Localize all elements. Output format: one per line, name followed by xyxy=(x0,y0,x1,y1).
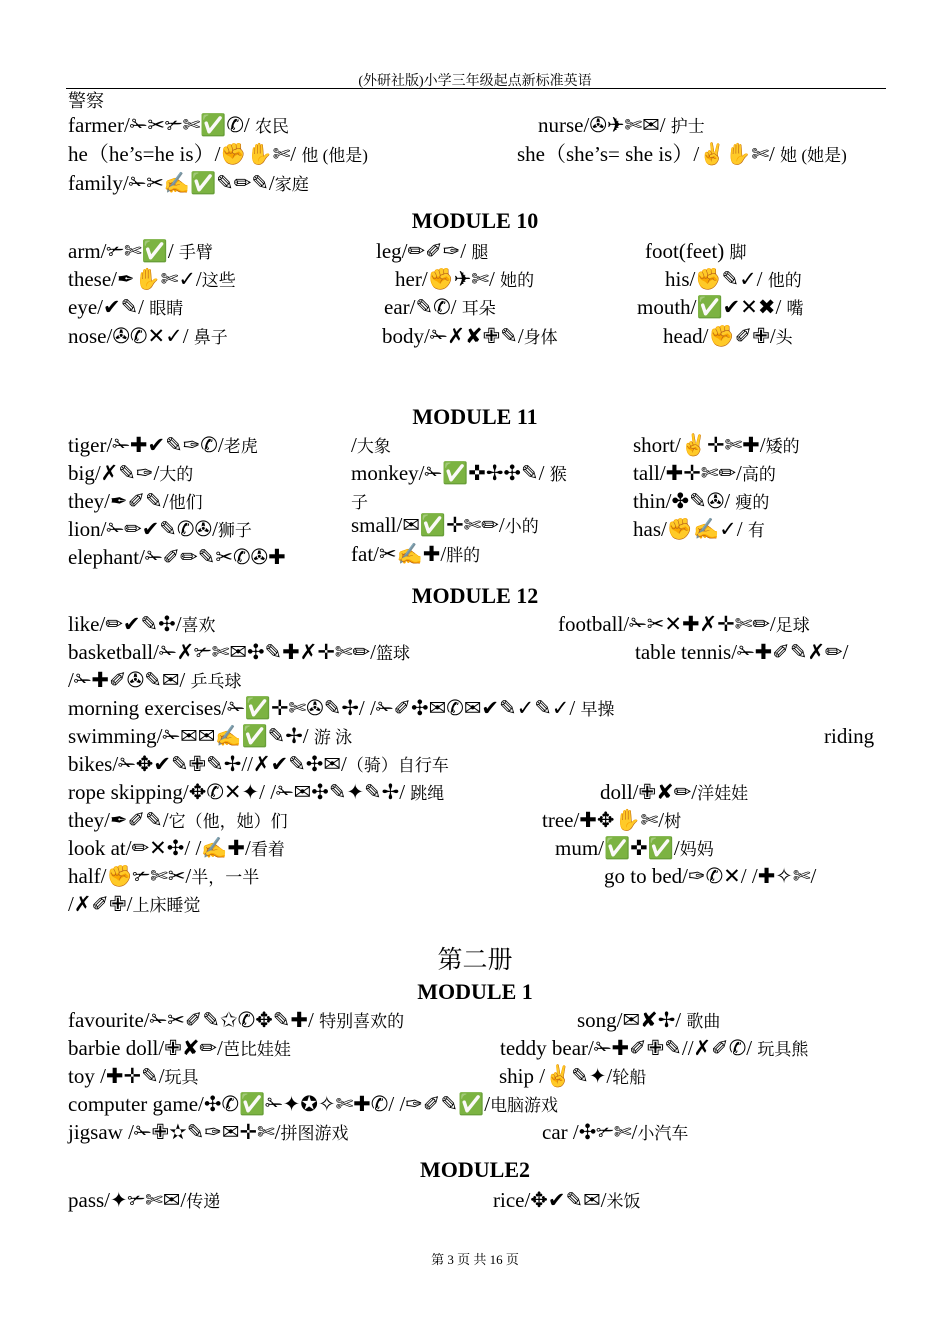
vocab-entry: /✁✚✐✇✎✉/ 乒乓球 xyxy=(68,668,242,692)
vocab-entry: they/✒✐✎/他们 xyxy=(68,489,203,513)
vocab-entry: short/✌✛✄✚/矮的 xyxy=(633,433,800,457)
vocab-entry: like/✏✔✎✣/喜欢 xyxy=(68,612,216,636)
vocab-entry: ship /✌✎✦/轮船 xyxy=(499,1064,647,1088)
vocab-entry: bikes/✁✥✔✎✙✎✢//✗✔✎✣✉/（骑）自行车 xyxy=(68,752,449,776)
vocab-entry: big/✗✎✑/大的 xyxy=(68,461,194,485)
vocab-entry: monkey/✁✅✜✢✣✎/ 猴 xyxy=(351,461,567,485)
module-title: MODULE2 xyxy=(420,1157,530,1182)
running-header: (外研社版)小学三年级起点新标准英语 xyxy=(358,74,592,89)
vocab-entry: farmer/✁✂✃✄✅✆/ 农民 xyxy=(68,113,290,137)
vocab-entry: fat/✂✍✚/胖的 xyxy=(351,542,481,566)
vocab-entry: mouth/✅✔✕✖/ 嘴 xyxy=(637,295,804,319)
module-title: MODULE 10 xyxy=(411,208,539,233)
vocab-entry: thin/✤✎✇/ 瘦的 xyxy=(633,489,770,513)
continued-word: 警察 xyxy=(68,91,104,111)
vocab-entry: nurse/✇✈✄✉/ 护士 xyxy=(538,113,705,137)
vocab-entry: swimming/✁✉✉✍✅✎✢/ 游 泳 xyxy=(68,724,353,748)
vocab-entry: lion/✁✏✔✎✆✇/狮子 xyxy=(68,517,252,541)
vocab-entry: they/✒✐✎/它（他，她）们 xyxy=(68,808,288,832)
vocab-entry: jigsaw /✁✙✫✎✑✉✛✄/拼图游戏 xyxy=(68,1120,349,1144)
vocab-entry: doll/✙✘✏/洋娃娃 xyxy=(600,780,749,804)
vocab-entry: computer game/✣✆✅✁✦✪✧✄✚✆/ /✑✐✎✅/电脑游戏 xyxy=(68,1092,559,1116)
vocab-entry: she（she’s= she is）/✌✋✄/ 她 (她是) xyxy=(517,142,847,166)
vocab-entry: rice/✥✔✎✉/米饭 xyxy=(493,1188,641,1212)
vocab-entry: nose/✇✆✕✓/ 鼻子 xyxy=(68,324,228,348)
vocab-entry: leg/✏✐✑/ 腿 xyxy=(376,239,489,263)
vocab-entry: arm/✃✄✅/ 手臂 xyxy=(68,239,213,263)
module-title: MODULE 12 xyxy=(411,583,539,608)
vocab-entry: he（he’s=he is）/✊✋✄/ 他 (他是) xyxy=(68,142,368,166)
vocab-entry: morning exercises/✁✅✛✄✇✎✢/ /✁✐✣✉✆✉✔✎✓✎✓/ 早操 xyxy=(68,696,615,720)
vocab-entry: tiger/✁✚✔✎✑✆/老虎 xyxy=(68,433,258,457)
vocab-entry: go to bed/✑✆✕/ /✚✧✄/ xyxy=(604,864,817,888)
vocab-entry: look at/✏✕✣/ /✍✚/看着 xyxy=(68,836,285,860)
vocab-entry: foot(feet) 脚 xyxy=(645,239,747,263)
page-footer: 第 3 页 共 16 页 xyxy=(431,1252,519,1267)
vocab-entry: pass/✦✃✄✉/传递 xyxy=(68,1188,221,1212)
vocab-entry: 子 xyxy=(351,493,368,512)
vocab-entry: table tennis/✁✚✐✎✗✏/ xyxy=(635,640,849,664)
vocab-entry: tree/✚✥✋✄/树 xyxy=(542,808,682,832)
vocab-entry: these/✒✋✄✓/这些 xyxy=(68,267,236,291)
header-rule xyxy=(66,88,886,89)
vocab-entry: basketball/✁✗✃✄✉✣✎✚✗✛✄✏/篮球 xyxy=(68,640,410,664)
module-title: MODULE 11 xyxy=(412,404,538,429)
vocab-entry: eye/✔✎/ 眼睛 xyxy=(68,295,184,319)
vocab-entry: football/✁✂✕✚✗✛✄✏/足球 xyxy=(558,612,810,636)
vocab-entry: head/✊✐✙/头 xyxy=(663,324,793,348)
vocab-entry: tall/✚✛✄✏/高的 xyxy=(633,461,776,485)
vocab-entry: teddy bear/✁✚✐✙✎//✗✐✆/ 玩具熊 xyxy=(500,1036,809,1060)
vocab-entry: car /✣✃✄/小汽车 xyxy=(542,1120,689,1144)
vocab-entry: barbie doll/✙✘✏/芭比娃娃 xyxy=(68,1036,291,1060)
vocab-entry: elephant/✁✐✏✎✂✆✇✚ xyxy=(68,545,286,569)
vocab-entry: rope skipping/✥✆✕✦/ /✁✉✣✎✦✎✢/ 跳绳 xyxy=(68,780,445,804)
vocab-entry: toy /✚✛✎/玩具 xyxy=(68,1064,199,1088)
vocab-entry: riding xyxy=(824,724,875,748)
vocab-entry: favourite/✁✂✐✎✩✆✥✎✚/ 特别喜欢的 xyxy=(68,1008,405,1032)
vocab-entry: half/✊✃✄✂/半，一半 xyxy=(68,864,260,888)
vocab-entry: /大象 xyxy=(351,433,391,457)
volume-title: 第二册 xyxy=(437,947,513,974)
vocab-entry: ear/✎✆/ 耳朵 xyxy=(384,295,496,319)
vocab-entry: her/✊✈✄/ 她的 xyxy=(395,267,535,291)
vocab-entry: family/✁✂✍✅✎✏✎/家庭 xyxy=(68,171,309,195)
vocab-entry: small/✉✅✛✄✏/小的 xyxy=(351,513,539,537)
vocab-entry: song/✉✘✢/ 歌曲 xyxy=(577,1008,721,1032)
module-title: MODULE 1 xyxy=(417,979,533,1004)
vocab-entry: /✗✐✙/上床睡觉 xyxy=(68,892,201,916)
vocab-entry: mum/✅✜✅/妈妈 xyxy=(555,836,714,860)
vocab-entry: his/✊✎✓/ 他的 xyxy=(665,267,802,291)
vocab-entry: body/✁✗✘✙✎/身体 xyxy=(382,324,558,348)
vocab-entry: has/✊✍✓/ 有 xyxy=(633,517,765,541)
